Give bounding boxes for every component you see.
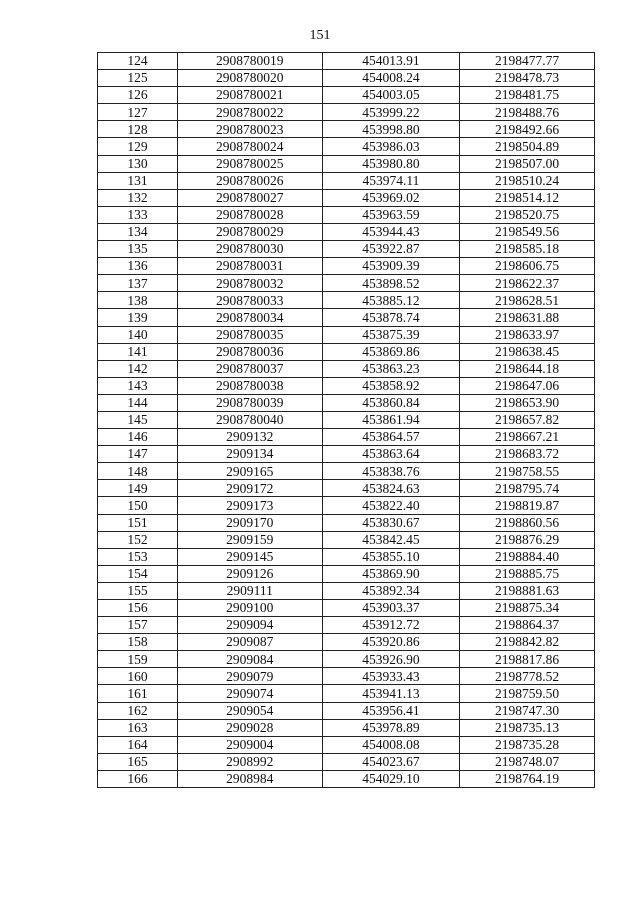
x-coordinate-cell: 453999.22 <box>322 104 460 121</box>
y-coordinate-cell: 2198875.34 <box>460 600 595 617</box>
y-coordinate-cell: 2198657.82 <box>460 411 595 428</box>
table-row <box>98 377 595 394</box>
coordinates-table <box>97 52 595 788</box>
y-coordinate-cell: 2198622.37 <box>460 275 595 292</box>
x-coordinate-cell: 453869.86 <box>322 343 460 360</box>
point-number-cell: 153 <box>98 548 178 565</box>
x-coordinate-cell: 453903.37 <box>322 600 460 617</box>
point-number-cell: 141 <box>98 343 178 360</box>
table-row <box>98 104 595 121</box>
table-row <box>98 155 595 172</box>
table-row <box>98 309 595 326</box>
point-id-cell: 2908780019 <box>177 53 322 70</box>
table-row <box>98 411 595 428</box>
point-number-cell: 138 <box>98 292 178 309</box>
point-id-cell: 2909079 <box>177 668 322 685</box>
x-coordinate-cell: 453956.41 <box>322 702 460 719</box>
point-number-cell: 156 <box>98 600 178 617</box>
point-number-cell: 159 <box>98 651 178 668</box>
point-number-cell: 140 <box>98 326 178 343</box>
x-coordinate-cell: 453920.86 <box>322 634 460 651</box>
table-row <box>98 651 595 668</box>
point-id-cell: 2909087 <box>177 634 322 651</box>
point-id-cell: 2908780028 <box>177 206 322 223</box>
point-id-cell: 2909028 <box>177 719 322 736</box>
x-coordinate-cell: 454013.91 <box>322 53 460 70</box>
point-number-cell: 149 <box>98 480 178 497</box>
x-coordinate-cell: 453878.74 <box>322 309 460 326</box>
x-coordinate-cell: 453978.89 <box>322 719 460 736</box>
point-id-cell: 2909165 <box>177 463 322 480</box>
y-coordinate-cell: 2198735.13 <box>460 719 595 736</box>
x-coordinate-cell: 453969.02 <box>322 189 460 206</box>
table-row <box>98 223 595 240</box>
table-row <box>98 702 595 719</box>
point-number-cell: 157 <box>98 617 178 634</box>
y-coordinate-cell: 2198764.19 <box>460 770 595 787</box>
table-row <box>98 53 595 70</box>
x-coordinate-cell: 453892.34 <box>322 582 460 599</box>
x-coordinate-cell: 453830.67 <box>322 514 460 531</box>
point-number-cell: 164 <box>98 736 178 753</box>
point-id-cell: 2909094 <box>177 617 322 634</box>
table-row <box>98 463 595 480</box>
table-row <box>98 770 595 787</box>
point-number-cell: 135 <box>98 241 178 258</box>
point-id-cell: 2908780026 <box>177 172 322 189</box>
point-number-cell: 124 <box>98 53 178 70</box>
x-coordinate-cell: 453974.11 <box>322 172 460 189</box>
y-coordinate-cell: 2198683.72 <box>460 446 595 463</box>
point-number-cell: 143 <box>98 377 178 394</box>
y-coordinate-cell: 2198747.30 <box>460 702 595 719</box>
y-coordinate-cell: 2198653.90 <box>460 394 595 411</box>
point-number-cell: 151 <box>98 514 178 531</box>
x-coordinate-cell: 454003.05 <box>322 87 460 104</box>
y-coordinate-cell: 2198633.97 <box>460 326 595 343</box>
y-coordinate-cell: 2198748.07 <box>460 753 595 770</box>
table-row <box>98 326 595 343</box>
x-coordinate-cell: 453838.76 <box>322 463 460 480</box>
x-coordinate-cell: 453864.57 <box>322 429 460 446</box>
table-row <box>98 241 595 258</box>
point-number-cell: 131 <box>98 172 178 189</box>
point-id-cell: 2908780022 <box>177 104 322 121</box>
point-id-cell: 2908780025 <box>177 155 322 172</box>
table-row <box>98 719 595 736</box>
table-row <box>98 70 595 87</box>
point-id-cell: 2909126 <box>177 565 322 582</box>
table-row <box>98 189 595 206</box>
y-coordinate-cell: 2198638.45 <box>460 343 595 360</box>
table-row <box>98 600 595 617</box>
x-coordinate-cell: 453822.40 <box>322 497 460 514</box>
y-coordinate-cell: 2198514.12 <box>460 189 595 206</box>
y-coordinate-cell: 2198520.75 <box>460 206 595 223</box>
point-id-cell: 2908780023 <box>177 121 322 138</box>
x-coordinate-cell: 454008.08 <box>322 736 460 753</box>
y-coordinate-cell: 2198488.76 <box>460 104 595 121</box>
table-row <box>98 514 595 531</box>
point-id-cell: 2908780033 <box>177 292 322 309</box>
table-row <box>98 582 595 599</box>
point-id-cell: 2909054 <box>177 702 322 719</box>
table-row <box>98 446 595 463</box>
point-number-cell: 144 <box>98 394 178 411</box>
table-row <box>98 360 595 377</box>
y-coordinate-cell: 2198860.56 <box>460 514 595 531</box>
point-id-cell: 2908780034 <box>177 309 322 326</box>
page-number: 151 <box>309 28 331 43</box>
y-coordinate-cell: 2198631.88 <box>460 309 595 326</box>
table-row <box>98 565 595 582</box>
x-coordinate-cell: 453824.63 <box>322 480 460 497</box>
point-number-cell: 132 <box>98 189 178 206</box>
coordinates-table-body <box>98 53 595 788</box>
y-coordinate-cell: 2198819.87 <box>460 497 595 514</box>
point-id-cell: 2908780029 <box>177 223 322 240</box>
y-coordinate-cell: 2198606.75 <box>460 258 595 275</box>
y-coordinate-cell: 2198504.89 <box>460 138 595 155</box>
point-id-cell: 2909170 <box>177 514 322 531</box>
table-row <box>98 736 595 753</box>
point-id-cell: 2909111 <box>177 582 322 599</box>
x-coordinate-cell: 454008.24 <box>322 70 460 87</box>
y-coordinate-cell: 2198644.18 <box>460 360 595 377</box>
point-number-cell: 147 <box>98 446 178 463</box>
x-coordinate-cell: 453933.43 <box>322 668 460 685</box>
y-coordinate-cell: 2198842.82 <box>460 634 595 651</box>
x-coordinate-cell: 453986.03 <box>322 138 460 155</box>
x-coordinate-cell: 453863.23 <box>322 360 460 377</box>
point-id-cell: 2909159 <box>177 531 322 548</box>
point-id-cell: 2909084 <box>177 651 322 668</box>
x-coordinate-cell: 453860.84 <box>322 394 460 411</box>
table-row <box>98 617 595 634</box>
table-row <box>98 258 595 275</box>
table-row <box>98 275 595 292</box>
point-id-cell: 2908780040 <box>177 411 322 428</box>
x-coordinate-cell: 453855.10 <box>322 548 460 565</box>
x-coordinate-cell: 453861.94 <box>322 411 460 428</box>
point-number-cell: 160 <box>98 668 178 685</box>
point-number-cell: 155 <box>98 582 178 599</box>
point-number-cell: 163 <box>98 719 178 736</box>
table-row <box>98 668 595 685</box>
point-number-cell: 142 <box>98 360 178 377</box>
y-coordinate-cell: 2198492.66 <box>460 121 595 138</box>
point-id-cell: 2909100 <box>177 600 322 617</box>
x-coordinate-cell: 453863.64 <box>322 446 460 463</box>
y-coordinate-cell: 2198549.56 <box>460 223 595 240</box>
table-row <box>98 172 595 189</box>
point-id-cell: 2909173 <box>177 497 322 514</box>
x-coordinate-cell: 453941.13 <box>322 685 460 702</box>
point-id-cell: 2908780031 <box>177 258 322 275</box>
point-number-cell: 162 <box>98 702 178 719</box>
point-number-cell: 166 <box>98 770 178 787</box>
point-number-cell: 127 <box>98 104 178 121</box>
point-id-cell: 2909074 <box>177 685 322 702</box>
x-coordinate-cell: 453980.80 <box>322 155 460 172</box>
point-number-cell: 126 <box>98 87 178 104</box>
point-number-cell: 130 <box>98 155 178 172</box>
point-number-cell: 129 <box>98 138 178 155</box>
table-row <box>98 87 595 104</box>
table-row <box>98 206 595 223</box>
y-coordinate-cell: 2198778.52 <box>460 668 595 685</box>
point-id-cell: 2909134 <box>177 446 322 463</box>
point-number-cell: 161 <box>98 685 178 702</box>
x-coordinate-cell: 453858.92 <box>322 377 460 394</box>
y-coordinate-cell: 2198735.28 <box>460 736 595 753</box>
point-id-cell: 2909132 <box>177 429 322 446</box>
table-row <box>98 429 595 446</box>
y-coordinate-cell: 2198647.06 <box>460 377 595 394</box>
point-number-cell: 125 <box>98 70 178 87</box>
y-coordinate-cell: 2198864.37 <box>460 617 595 634</box>
y-coordinate-cell: 2198628.51 <box>460 292 595 309</box>
table-row <box>98 685 595 702</box>
y-coordinate-cell: 2198481.75 <box>460 87 595 104</box>
point-number-cell: 150 <box>98 497 178 514</box>
point-number-cell: 148 <box>98 463 178 480</box>
y-coordinate-cell: 2198881.63 <box>460 582 595 599</box>
point-number-cell: 158 <box>98 634 178 651</box>
table-row <box>98 138 595 155</box>
x-coordinate-cell: 453869.90 <box>322 565 460 582</box>
y-coordinate-cell: 2198795.74 <box>460 480 595 497</box>
x-coordinate-cell: 453875.39 <box>322 326 460 343</box>
x-coordinate-cell: 453842.45 <box>322 531 460 548</box>
point-number-cell: 146 <box>98 429 178 446</box>
y-coordinate-cell: 2198507.00 <box>460 155 595 172</box>
x-coordinate-cell: 453922.87 <box>322 241 460 258</box>
point-id-cell: 2908780020 <box>177 70 322 87</box>
table-row <box>98 121 595 138</box>
y-coordinate-cell: 2198585.18 <box>460 241 595 258</box>
point-id-cell: 2908780030 <box>177 241 322 258</box>
y-coordinate-cell: 2198884.40 <box>460 548 595 565</box>
point-id-cell: 2908780036 <box>177 343 322 360</box>
point-id-cell: 2908780024 <box>177 138 322 155</box>
point-id-cell: 2908780032 <box>177 275 322 292</box>
point-id-cell: 2908780035 <box>177 326 322 343</box>
table-row <box>98 343 595 360</box>
x-coordinate-cell: 453998.80 <box>322 121 460 138</box>
x-coordinate-cell: 454023.67 <box>322 753 460 770</box>
x-coordinate-cell: 453898.52 <box>322 275 460 292</box>
point-id-cell: 2908992 <box>177 753 322 770</box>
point-number-cell: 139 <box>98 309 178 326</box>
table-row <box>98 292 595 309</box>
table-row <box>98 548 595 565</box>
point-id-cell: 2908780027 <box>177 189 322 206</box>
table-row <box>98 480 595 497</box>
point-number-cell: 128 <box>98 121 178 138</box>
point-id-cell: 2908780039 <box>177 394 322 411</box>
point-id-cell: 2908780038 <box>177 377 322 394</box>
point-id-cell: 2909004 <box>177 736 322 753</box>
y-coordinate-cell: 2198478.73 <box>460 70 595 87</box>
point-id-cell: 2908780021 <box>177 87 322 104</box>
point-id-cell: 2909145 <box>177 548 322 565</box>
x-coordinate-cell: 453944.43 <box>322 223 460 240</box>
y-coordinate-cell: 2198885.75 <box>460 565 595 582</box>
table-row <box>98 531 595 548</box>
point-id-cell: 2908984 <box>177 770 322 787</box>
table-row <box>98 634 595 651</box>
x-coordinate-cell: 454029.10 <box>322 770 460 787</box>
x-coordinate-cell: 453912.72 <box>322 617 460 634</box>
table-row <box>98 753 595 770</box>
y-coordinate-cell: 2198759.50 <box>460 685 595 702</box>
point-number-cell: 145 <box>98 411 178 428</box>
point-id-cell: 2908780037 <box>177 360 322 377</box>
table-row <box>98 394 595 411</box>
y-coordinate-cell: 2198817.86 <box>460 651 595 668</box>
x-coordinate-cell: 453909.39 <box>322 258 460 275</box>
y-coordinate-cell: 2198758.55 <box>460 463 595 480</box>
table-row <box>98 497 595 514</box>
y-coordinate-cell: 2198667.21 <box>460 429 595 446</box>
x-coordinate-cell: 453885.12 <box>322 292 460 309</box>
y-coordinate-cell: 2198477.77 <box>460 53 595 70</box>
point-number-cell: 165 <box>98 753 178 770</box>
point-number-cell: 152 <box>98 531 178 548</box>
x-coordinate-cell: 453963.59 <box>322 206 460 223</box>
y-coordinate-cell: 2198510.24 <box>460 172 595 189</box>
y-coordinate-cell: 2198876.29 <box>460 531 595 548</box>
point-number-cell: 134 <box>98 223 178 240</box>
point-id-cell: 2909172 <box>177 480 322 497</box>
point-number-cell: 154 <box>98 565 178 582</box>
point-number-cell: 137 <box>98 275 178 292</box>
x-coordinate-cell: 453926.90 <box>322 651 460 668</box>
point-number-cell: 133 <box>98 206 178 223</box>
point-number-cell: 136 <box>98 258 178 275</box>
